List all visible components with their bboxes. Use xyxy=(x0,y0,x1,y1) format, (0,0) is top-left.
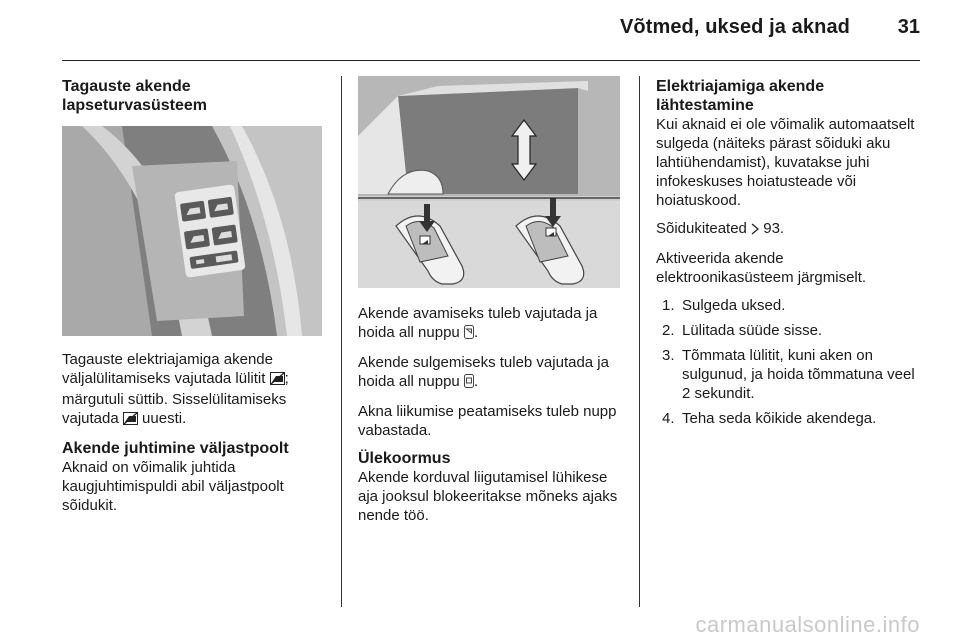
text-vehicle-messages: Sõidukiteated xyxy=(656,220,752,237)
paragraph-close: Akende sulgemiseks tuleb vajutada ja hoida all nuppu . xyxy=(358,353,624,393)
column-3 xyxy=(656,77,922,434)
text-page-ref: 93. xyxy=(759,220,785,237)
paragraph-remote: Aknaid on võimalik juhtida kaugjuhtimispuldi abil väljastpoolt sõidukit. xyxy=(62,459,284,514)
list-item: 2. Lülitada süüde sisse. xyxy=(662,322,823,339)
section-heading-remote: Akende juhtimine väljastpoolt xyxy=(62,440,289,457)
column-1-body xyxy=(62,350,324,524)
steps-list xyxy=(656,296,922,428)
text-child-lock-a: Tagauste elektriajamiga akende väljalülitamiseks vajutada lülitit xyxy=(62,351,273,387)
section-heading-reset: Elektriajamiga akende lähtestamine xyxy=(656,78,825,114)
watermark: carmanualsonline.info xyxy=(695,612,920,637)
list-item: 4. Teha seda kõikide akendega. xyxy=(662,410,877,427)
paragraph-child-lock xyxy=(62,350,324,430)
paragraph-reset-intro: Kui aknaid ei ole võimalik automaatselt sulgeda (näiteks pärast sõiduki aku lahtiühendamist), kuvatakse juhi infokeskuses hoiatusteade või hoiatuskood. xyxy=(656,116,915,209)
page-reference-arrow-icon xyxy=(751,221,759,240)
column-divider-1 xyxy=(341,76,342,607)
figure-window-switches xyxy=(62,126,322,336)
text-close: Akende sulgemiseks tuleb vajutada ja hoida all nuppu xyxy=(358,354,609,390)
child-lock-window-icon xyxy=(123,411,138,430)
header-title: Võtmed, uksed ja aknad xyxy=(619,16,850,38)
text-child-lock-b: ; märgutuli süttib. Sisselülitamiseks vajutada xyxy=(62,370,289,427)
paragraph-activate: Aktiveerida akende elektroonikasüsteem järgmiselt. xyxy=(656,250,867,286)
page-number: 31 xyxy=(897,16,920,38)
paragraph-overload: Akende korduval liigutamisel lühikese aja jooksul blokeeritakse mõneks ajaks nende töö. xyxy=(358,469,618,524)
column-1 xyxy=(62,77,324,115)
paragraph-stop: Akna liikumise peatamiseks tuleb nupp vabastada. xyxy=(358,403,617,439)
section-heading-overload: Ülekoormus xyxy=(358,450,451,467)
column-2-body xyxy=(358,304,624,534)
paragraph-open: Akende avamiseks tuleb vajutada ja hoida all nuppu . xyxy=(358,304,624,344)
section-heading-child-lock: Tagauste akende lapseturvasüsteem xyxy=(62,78,207,114)
text-open: Akende avamiseks tuleb vajutada ja hoida all nuppu xyxy=(358,305,598,341)
key-window-close-icon xyxy=(464,374,474,393)
paragraph-vehicle-messages xyxy=(656,219,922,240)
column-divider-2 xyxy=(639,76,640,607)
child-lock-window-icon xyxy=(270,371,285,390)
header-divider xyxy=(62,60,920,61)
list-item: 3. Tõmmata lülitit, kuni aken on sulgunud, ja hoida tõmmatuna veel 2 sekundit. xyxy=(662,347,915,402)
list-item: 1. Sulgeda uksed. xyxy=(662,297,786,314)
key-window-open-icon xyxy=(464,325,474,344)
text-child-lock-c: uuesti. xyxy=(137,410,187,427)
figure-key-window-control xyxy=(358,76,620,288)
